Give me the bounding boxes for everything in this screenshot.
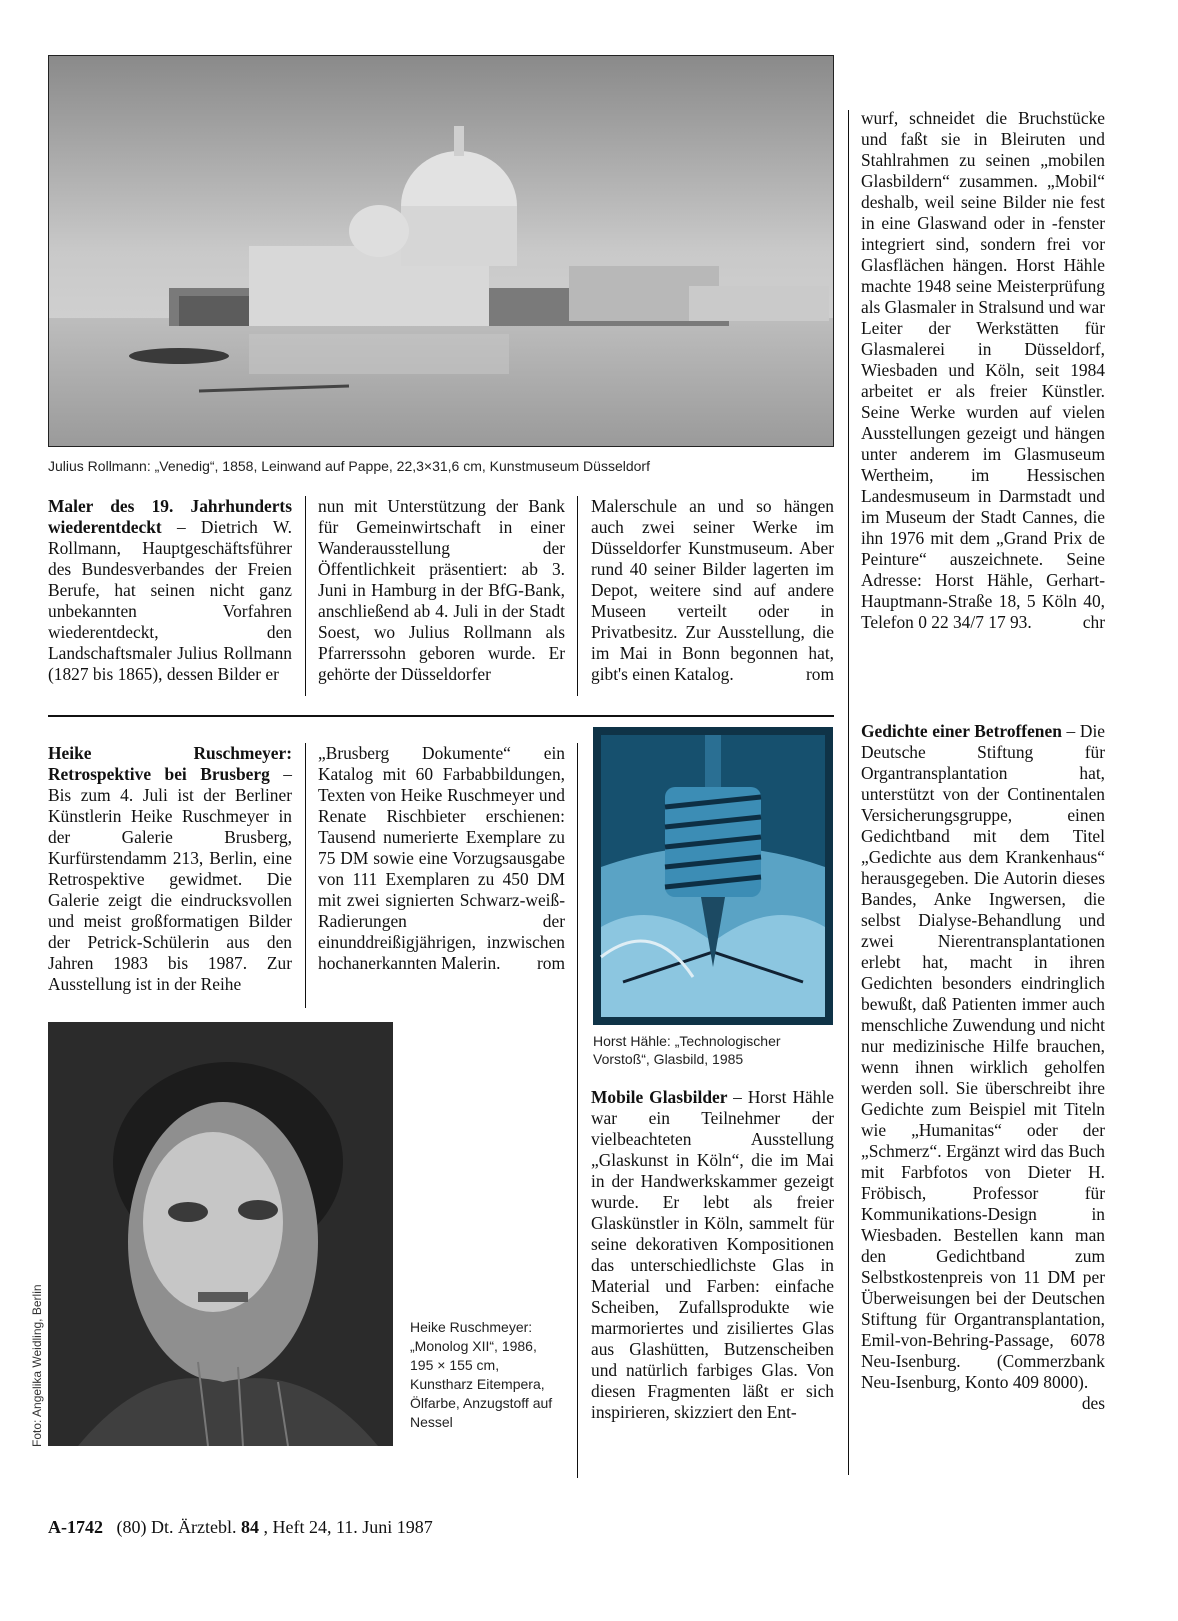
article3-signoff: chr	[1082, 612, 1105, 632]
article2-text-1: – Bis zum 4. Juli ist der Berliner Künstlerin Heike Ruschmeyer in der Galerie Brusberg, Kurfürstendamm 213, Berlin, eine Retrospektive gewidmet. Die Galerie zeigt die eindrucksvollen und meist großformatigen Bilder der Petrick-Schülerin aus den Jahren 1983 bis 1987. Zur Ausstellung ist in der Reihe	[48, 764, 292, 994]
column-divider	[577, 743, 578, 1478]
article1-col3	[591, 496, 834, 685]
article1-text-1: – Dietrich W. Rollmann, Hauptgeschäftsführer des Bundesverbandes der Freien Berufe, hat seinen nicht ganz unbekannten Vorfahren wiederentdeckt, den Landschaftsmaler Julius Rollmann (1827 bis 1865), dessen Bilder er	[48, 517, 292, 684]
section-divider	[48, 715, 834, 717]
article2-heading: Heike Ruschmeyer: Retrospektive bei Brusberg	[48, 743, 292, 784]
portrait-painting	[48, 1022, 393, 1446]
portrait-caption: Heike Ruschmeyer: „Monolog XII“, 1986, 195 × 155 cm, Kunstharz Eitempera, Ölfarbe, Anzugstoff auf Nessel	[410, 1319, 553, 1430]
portrait-painting-graphic	[48, 1022, 393, 1446]
article3-continuation-text: wurf, schneidet die Bruchstücke und faßt sie in Bleiruten und Stahlrahmen zu seinen „mobilen Glasbildern“ zusammen. „Mobil“ deshalb, weil seine Bilder nie fest in eine Glaswand oder in -fenster integriert sind, sondern frei vor Glasflächen hängen. Horst Hähle machte 1948 seine Meisterprüfung als Glasmaler in Stralsund und war Leiter der Werkstätten für Glasmalerei in Düsseldorf, Wiesbaden und Köln, seit 1984 arbeitet er als freier Künstler. Seine Werke wurden auf vielen Ausstellungen gezeigt und hängen unter anderem im Glasmuseum Wertheim, im Hessischen Landesmuseum in Darmstadt und im Museum der Stadt Cannes, die ihn 1976 mit dem „Grand Prix de Peinture“ auszeichnete. Seine Adresse: Horst Hähle, Gerhart-Hauptmann-Straße 18, 5 Köln 40, Telefon 0 22 34/7 17 93.	[861, 108, 1105, 632]
column-divider	[305, 496, 306, 696]
article1-heading: Maler des 19. Jahrhunderts wiederentdeckt	[48, 496, 292, 537]
article2-text-2: „Brusberg Dokumente“ ein Katalog mit 60 Farbabbildungen, Texten von Heike Ruschmeyer und Renate Rischbieter erschienen: Tausend numerierte Exemplare zu 75 DM sowie eine Vorzugsausgabe von 111 Exemplaren zu 450 DM mit zwei signierten Schwarz-weiß-Radierungen der einunddreißigjährigen, inzwischen hochanerkannten Malerin.	[318, 743, 565, 973]
venice-painting	[48, 55, 834, 447]
article1-signoff: rom	[805, 664, 834, 684]
article3-continuation	[861, 108, 1105, 633]
article4-tail: des	[1081, 1393, 1105, 1413]
article3-text: – Horst Hähle war ein Teilnehmer der vielbeachteten Ausstellung „Glaskunst in Köln“, die im Mai in der Handwerkskammer gezeigt wurde. Er lebt als freier Glaskünstler in Köln, sammelt für seine dekorativen Kompositionen das unterschiedlichste Glas in Material und Farben: einfache Scheiben, Zufallsprodukte wie marmoriertes und zisiliertes Glas aus Glashütten, Butzenscheiben und natürlich farbiges Glas. Von diesen Fragmenten läßt er sich inspirieren, skizziert den Ent-	[591, 1087, 834, 1422]
article3	[591, 1087, 834, 1423]
venice-painting-graphic	[49, 56, 834, 447]
column-divider	[848, 110, 849, 1475]
venice-caption: Julius Rollmann: „Venedig“, 1858, Leinwand auf Pappe, 22,3×31,6 cm, Kunstmuseum Düsseldorf	[48, 458, 650, 474]
glass-caption: Horst Hähle: „Technologischer Vorstoß“, Glasbild, 1985	[593, 1033, 781, 1067]
article1-col2: nun mit Unterstützung der Bank für Gemeinwirtschaft in einer Wanderausstellung der Öffentlichkeit präsentiert: ab 3. Juni in Hamburg in der BfG-Bank, anschließend ab 4. Juli in der Stadt Soest, wo Julius Rollmann als Pfarrerssohn geboren wurde. Er gehörte der Düsseldorfer	[318, 496, 565, 684]
glass-artwork-graphic	[593, 727, 833, 1025]
journal-volume: 84	[240, 1517, 264, 1537]
journal-issue: , Heft 24, 11. Juni 1987	[263, 1517, 433, 1537]
photo-credit: Foto: Angelika Weidling, Berlin	[30, 1284, 44, 1447]
journal-ref: (80) Dt. Ärztebl.	[116, 1517, 237, 1537]
column-divider	[577, 496, 578, 696]
article2-signoff: rom	[536, 953, 565, 973]
article4-heading: Gedichte einer Betroffenen	[861, 721, 1067, 741]
article2-col2	[318, 743, 565, 974]
article4-text: – Die Deutsche Stiftung für Organtransplantation hat, unterstützt von der Continentalen Versicherungsgruppe, einen Gedichtband mit dem Titel „Gedichte aus dem Krankenhaus“ herausgegeben. Die Autorin dieses Bandes, Anke Ingwersen, die selbst Dialyse-Behandlung und zwei Nierentransplantationen erlebt hat, macht in ihren Gedichten besonders eindringlich bewußt, daß Patienten immer auch menschliche Zuwendung und nicht nur medizinische Hilfe brauchen, wenn ihnen wirklich geholfen werden soll. Sie überschreibt ihre Gedichte zum Beispiel mit Titeln wie „Humanitas“ oder der „Schmerz“. Ergänzt wird das Buch mit Farbfotos von Dieter H. Fröbisch, Professor für Kommunikations-Design in Wiesbaden. Bestellen kann man den Gedichtband zum Selbstkostenpreis von 11 DM per Überweisungen bei der Deutschen Stiftung für Organtransplantation, Emil-von-Behring-Passage, 6078 Neu-Isenburg. (Commerzbank Neu-Isenburg, Konto 409 8000).	[861, 721, 1105, 1392]
glass-artwork	[593, 727, 833, 1025]
article2-col1	[48, 743, 292, 995]
column-divider	[305, 743, 306, 1008]
page-footer	[48, 1517, 433, 1538]
article4	[861, 721, 1105, 1414]
article1-col1	[48, 496, 292, 685]
article1-text-3: Malerschule an und so hängen auch zwei seiner Werke im Düsseldorfer Kunstmuseum. Aber rund 40 seiner Bilder lagerten im Depot, weitere sind auf andere Museen verteilt oder in Privatbesitz. Zur Ausstellung, die im Mai in Bonn begonnen hat, gibt's einen Katalog.	[591, 496, 834, 684]
article3-heading: Mobile Glasbilder	[591, 1087, 734, 1107]
page-number: A-1742	[48, 1517, 108, 1537]
